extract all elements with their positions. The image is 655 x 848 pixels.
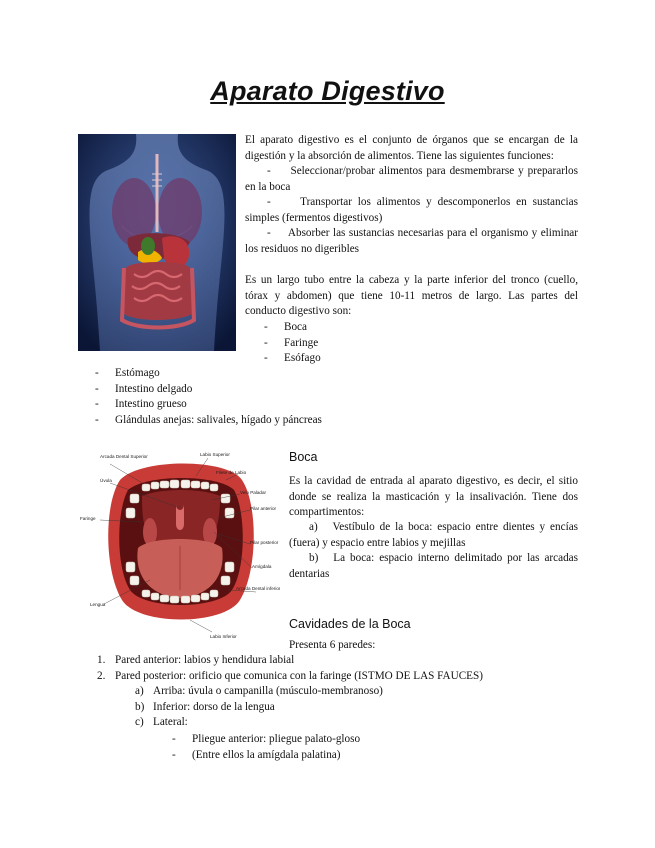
boca-paragraph: Es la cavidad de entrada al aparato digestivo, es decir, el sitio donde se realiza la masticación y la insalivación. Tiene dos compartimentos: bbox=[289, 475, 578, 519]
boca-heading: Boca bbox=[289, 450, 318, 464]
parts-list-bottom bbox=[95, 366, 322, 428]
list-item-marker: b) bbox=[135, 700, 145, 713]
list-item-text: Intestino grueso bbox=[115, 398, 187, 411]
list-item-text: Pared posterior: orificio que comunica con la faringe (ISTMO DE LAS FAUCES) bbox=[115, 669, 483, 682]
list-item bbox=[245, 195, 578, 226]
list-item-text: Estómago bbox=[115, 367, 160, 379]
list-item bbox=[135, 700, 575, 716]
parts-list-top bbox=[264, 320, 321, 367]
list-item-text: Pliegue anterior: pliegue palato-gloso bbox=[192, 733, 361, 745]
label-labio-sup: Labio Superior bbox=[200, 452, 230, 457]
list-item-text: La boca: espacio interno delimitado por las arcadas dentarias bbox=[289, 552, 578, 580]
list-item-marker: - bbox=[95, 382, 99, 395]
cavidades-intro: Presenta 6 paredes: bbox=[289, 639, 376, 651]
list-item-marker: 1. bbox=[97, 654, 106, 666]
list-item-marker: - bbox=[95, 398, 99, 411]
list-item bbox=[97, 669, 577, 685]
list-item-text: Absorber las sustancias necesarias para el organismo y eliminar los residuos no digeribles bbox=[245, 227, 578, 255]
list-item bbox=[97, 653, 577, 669]
list-item bbox=[95, 397, 322, 413]
label-filete: Filete de Labio bbox=[216, 470, 247, 475]
list-item-marker: a) bbox=[135, 685, 144, 697]
list-item bbox=[289, 520, 578, 551]
cavidades-heading: Cavidades de la Boca bbox=[289, 617, 411, 631]
cavidades-subsublist bbox=[172, 732, 572, 763]
list-item-text: Lateral: bbox=[153, 716, 188, 729]
list-item-marker: - bbox=[172, 748, 176, 761]
list-item-marker: c) bbox=[135, 716, 144, 729]
page-title: Aparato Digestivo bbox=[210, 76, 445, 106]
list-item-marker: - bbox=[95, 413, 99, 426]
list-item-text: Pared anterior: labios y hendidura labial bbox=[115, 654, 295, 666]
list-item-marker: - bbox=[264, 352, 268, 365]
list-item bbox=[264, 336, 321, 352]
list-item bbox=[95, 413, 322, 429]
label-lengua: Lengua bbox=[90, 602, 106, 607]
list-item-marker: - bbox=[95, 367, 99, 379]
label-velo: Velo Paladar bbox=[240, 490, 267, 495]
list-item-text: Arriba: úvula o campanilla (músculo-membranoso) bbox=[153, 685, 383, 697]
label-faringe: Faringe bbox=[80, 516, 96, 521]
intro-paragraph: El aparato digestivo es el conjunto de órganos que se encargan de la digestión y la absorción de alimentos. Tiene las siguientes funciones: bbox=[245, 134, 578, 162]
list-item bbox=[245, 164, 578, 195]
cavidades-sublist bbox=[135, 684, 575, 731]
list-item bbox=[172, 732, 572, 748]
list-item-marker: - bbox=[264, 336, 268, 349]
list-item-text: Boca bbox=[284, 321, 307, 333]
list-item bbox=[245, 226, 578, 257]
list-item bbox=[95, 366, 322, 382]
list-item-text: Seleccionar/probar alimentos para desmembrarse y prepararlos en la boca bbox=[245, 165, 578, 193]
list-item-marker: - bbox=[267, 196, 301, 209]
list-item bbox=[95, 382, 322, 398]
list-item bbox=[172, 748, 572, 764]
label-pilar-post: Pilar posterior bbox=[250, 540, 279, 545]
boca-list bbox=[289, 520, 578, 582]
list-item-text: Glándulas anejas: salivales, hígado y páncreas bbox=[115, 413, 322, 426]
list-item bbox=[264, 351, 321, 367]
functions-list bbox=[245, 164, 578, 258]
list-item-marker: - bbox=[267, 165, 291, 177]
mouth-anatomy-illustration bbox=[80, 450, 280, 642]
list-item bbox=[264, 320, 321, 336]
label-amigdala: Amígdala bbox=[252, 564, 272, 569]
list-item bbox=[289, 551, 578, 582]
label-uvula: Úvula bbox=[100, 478, 112, 483]
conducto-paragraph: Es un largo tubo entre la cabeza y la parte inferior del tronco (cuello, tórax y abdomen) que tiene 10-11 metros de largo. Las partes del conducto digestivo son: bbox=[245, 274, 578, 318]
list-item-marker: - bbox=[264, 321, 268, 333]
list-item-text: Esófago bbox=[284, 352, 321, 365]
label-labio-inf: Labio Inferior bbox=[210, 634, 237, 639]
digestive-system-illustration bbox=[78, 134, 236, 351]
list-item-text: Transportar los alimentos y descomponerlos en sustancias simples (fermentos digestivos) bbox=[245, 196, 578, 224]
list-item-marker: a) bbox=[309, 521, 318, 533]
list-item-text: (Entre ellos la amígdala palatina) bbox=[192, 748, 341, 761]
list-item bbox=[135, 684, 575, 700]
list-item-marker: - bbox=[267, 227, 288, 240]
list-item-text: Intestino delgado bbox=[115, 382, 193, 395]
label-pilar-ant: Pilar anterior bbox=[250, 506, 277, 511]
list-item-text: Inferior: dorso de la lengua bbox=[153, 700, 275, 713]
label-arcada-sup: Arcada Dental Superior bbox=[100, 454, 148, 459]
list-item-text: Vestíbulo de la boca: espacio entre dientes y encías (fuera) y espacio entre labios y mejillas bbox=[289, 521, 579, 549]
label-arcada-inf: Arcada Dental inferior bbox=[236, 586, 280, 591]
list-item-text: Faringe bbox=[284, 336, 319, 349]
list-item-marker: - bbox=[172, 733, 176, 745]
list-item-marker: 2. bbox=[97, 669, 106, 682]
list-item-marker: b) bbox=[309, 552, 319, 565]
list-item bbox=[135, 715, 575, 731]
cavidades-list bbox=[97, 653, 577, 684]
